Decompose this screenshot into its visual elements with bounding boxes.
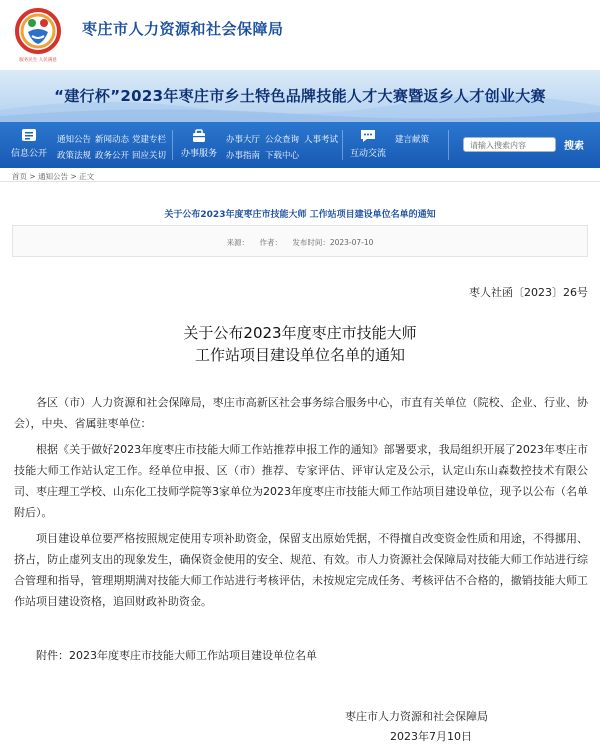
document-heading [0, 322, 600, 366]
breadcrumb-separator: > [70, 172, 80, 181]
breadcrumb-notices[interactable]: 通知公告 [38, 172, 69, 181]
nav-service[interactable] [179, 128, 219, 159]
nav-link-policy[interactable]: 政策法规 [57, 151, 92, 161]
search-button[interactable]: 搜索 [564, 141, 584, 152]
heading-line-1: 关于公布2023年度枣庄市技能大师 [183, 324, 417, 342]
meta-author: 作者： [259, 238, 282, 247]
nav-info-public[interactable] [9, 128, 49, 159]
info-icon [20, 128, 38, 144]
meta-date: 发布时间：2023-07-10 [292, 238, 374, 247]
breadcrumb-current: 正文 [79, 172, 95, 181]
nav-link-news[interactable]: 新闻动态 [95, 135, 130, 145]
heading-line-2: 工作站项目建设单位名单的通知 [194, 346, 405, 364]
attachment-line[interactable]: 附件：2023年度枣庄市技能大师工作站项目建设单位名单 [36, 649, 317, 662]
nav-divider [342, 130, 343, 160]
nav-link-guide[interactable]: 办事指南 [226, 151, 261, 161]
nav-link-query[interactable]: 公众查询 [265, 135, 300, 145]
signature: 枣庄市人力资源和社会保障局 [345, 710, 488, 723]
nav-link-party[interactable]: 党建专栏 [132, 135, 167, 145]
sign-date: 2023年7月10日 [390, 730, 472, 743]
nav-group-label: 互动交流 [349, 149, 386, 159]
search-input[interactable]: 请输入搜索内容 [463, 137, 556, 152]
nav-group-label: 办事服务 [180, 149, 217, 159]
nav-interaction[interactable] [345, 128, 391, 159]
bureau-logo-icon[interactable] [10, 6, 66, 64]
document-number: 枣人社函〔2023〕26号 [469, 286, 588, 299]
nav-divider [172, 130, 173, 160]
nav-link-affairs[interactable]: 政务公开 [95, 151, 130, 161]
nav-link-suggest[interactable]: 建言献策 [395, 135, 430, 145]
body-paragraph-2: 项目建设单位要严格按照规定使用专项补助资金，保留支出原始凭据，不得擅自改变资金性质和用途，不得挪用、挤占，防止虚列支出的现象发生，确保资金使用的安全、规范、有效。市人力资源社会保障局对技能大师工作站进行综合管理和指导，管理期期满对技能大师工作站进行考核评估，未按规定完成任务、考核评估不合格的，撤销技能大师工作站项目建设资格，追回财政补助资金。 [14, 532, 588, 608]
nav-link-hall[interactable]: 办事大厅 [226, 135, 261, 145]
site-header [0, 0, 600, 70]
breadcrumb-separator: > [29, 172, 39, 181]
article-meta [0, 237, 600, 248]
salutation-paragraph: 各区（市）人力资源和社会保障局，枣庄市高新区社会事务综合服务中心，市直有关单位（院校、企业、行业、协会），中央、省属驻枣单位： [14, 396, 588, 430]
banner-title: “建行杯”2023年枣庄市乡土特色品牌技能人才大赛暨返乡人才创业大赛 [54, 87, 546, 105]
nav-group-label: 信息公开 [10, 149, 47, 159]
site-title[interactable]: 枣庄市人力资源和社会保障局 [82, 20, 284, 38]
divider [0, 181, 600, 182]
chat-icon [359, 128, 377, 144]
breadcrumb-home[interactable]: 首页 [12, 172, 27, 181]
nav-link-exam[interactable]: 人事考试 [304, 135, 339, 145]
nav-divider [448, 130, 449, 160]
service-icon [190, 128, 208, 144]
meta-source: 来源： [226, 238, 250, 247]
article-title: 关于公布2023年度枣庄市技能大师 工作站项目建设单位名单的通知 [164, 210, 436, 220]
event-banner[interactable] [0, 70, 600, 122]
body-paragraph-1: 根据《关于做好2023年度枣庄市技能大师工作站推荐申报工作的通知》部署要求，我局组织开展了2023年枣庄市技能大师工作站认定工作。经单位申报、区（市）推荐、专家评估、评审认定及公示，认定山东山森数控技术有限公司、枣庄理工学校、山东化工技师学院等3家单位为2023年度枣庄市技能大师工作站项目建设单位，现予以公布（名单附后）。 [14, 443, 588, 519]
nav-link-notices[interactable]: 通知公告 [57, 135, 92, 145]
nav-link-response[interactable]: 回应关切 [132, 151, 167, 161]
nav-link-download[interactable]: 下载中心 [265, 151, 300, 161]
svg-text:服务民生 人民满意: 服务民生 人民满意 [19, 58, 57, 63]
